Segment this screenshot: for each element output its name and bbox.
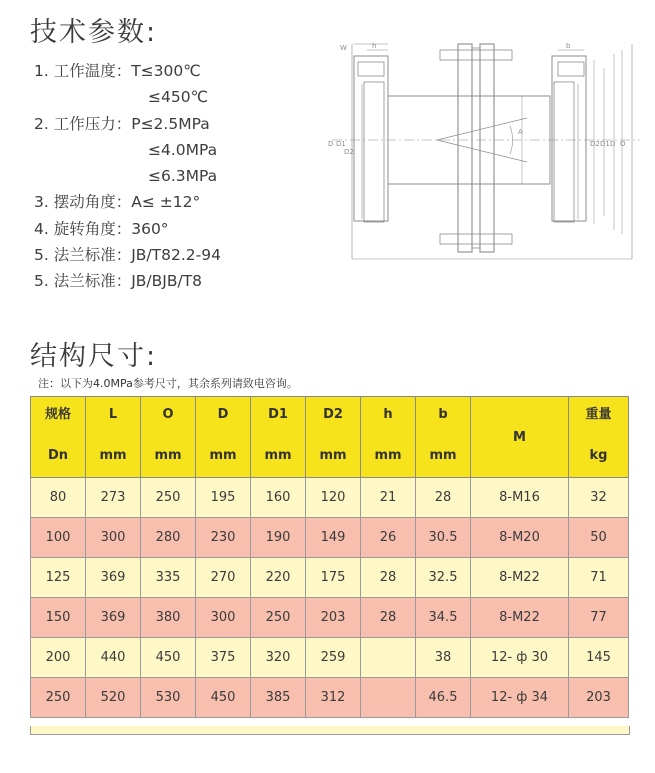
table-cell: 145 [569, 638, 629, 678]
table-cell: 120 [306, 478, 361, 518]
table-row [31, 558, 629, 598]
drawing-label-d1-left: D1 [336, 140, 346, 148]
joint-technical-drawing [322, 34, 642, 274]
spec-flange-standard-1: 5. 法兰标准：JB/T82.2-94 [34, 246, 221, 265]
table-cell: 375 [196, 638, 251, 678]
table-cell: 450 [196, 678, 251, 718]
spec-rotation-angle: 4. 旋转角度：360° [34, 219, 169, 238]
table-cell: 8-M22 [471, 558, 569, 598]
table-row [31, 638, 629, 678]
table-cell: 28 [416, 478, 471, 518]
table-cell: 335 [141, 558, 196, 598]
table-cell: 440 [86, 638, 141, 678]
table-cell: 369 [86, 558, 141, 598]
structure-dimensions-title: 结构尺寸: [30, 341, 158, 372]
table-cell: 8-M20 [471, 518, 569, 558]
drawing-label-d-left: D [328, 140, 334, 148]
table-cell: 28 [361, 558, 416, 598]
table-cell: 32.5 [416, 558, 471, 598]
drawing-label-d2-right: D2 [590, 140, 600, 148]
table-cell: 71 [569, 558, 629, 598]
table-cell: 300 [86, 518, 141, 558]
header-b: b mm [416, 397, 471, 478]
spec-pressure: 2. 工作压力：P≤2.5MPa [34, 114, 210, 133]
spec-pressure-alt2: ≤6.3MPa [148, 167, 218, 186]
table-row [31, 478, 629, 518]
table-cell: 259 [306, 638, 361, 678]
table-cell: 380 [141, 598, 196, 638]
drawing-label-angle-a: A [518, 128, 523, 136]
table-cell: 50 [569, 518, 629, 558]
drawing-label-d1-right: D1 [600, 140, 610, 148]
header-m: M [471, 397, 569, 478]
table-cell: 530 [141, 678, 196, 718]
table-cell: 385 [251, 678, 306, 718]
table-cell: 46.5 [416, 678, 471, 718]
table-cell: 320 [251, 638, 306, 678]
table-cell: 34.5 [416, 598, 471, 638]
table-cell: 230 [196, 518, 251, 558]
table-cell: 12- ф 34 [471, 678, 569, 718]
table-cell: 250 [31, 678, 86, 718]
header-l: L mm [86, 397, 141, 478]
drawing-label-d2-left: D2 [344, 148, 354, 156]
table-cell: 160 [251, 478, 306, 518]
spec-flange-standard-2: 5. 法兰标准：JB/BJB/T8 [34, 272, 203, 291]
header-d: D mm [196, 397, 251, 478]
table-cell: 150 [31, 598, 86, 638]
table-cell: 190 [251, 518, 306, 558]
table-row [31, 598, 629, 638]
drawing-label-b: b [566, 42, 571, 50]
table-cell: 100 [31, 518, 86, 558]
header-h: h mm [361, 397, 416, 478]
table-cell: 220 [251, 558, 306, 598]
drawing-label-h: h [372, 42, 377, 50]
table-cell [361, 638, 416, 678]
table-cell: 280 [141, 518, 196, 558]
table-cell: 8-M16 [471, 478, 569, 518]
table-cell: 312 [306, 678, 361, 718]
spec-pressure-alt1: ≤4.0MPa [148, 140, 218, 159]
dimensions-note: 注：以下为4.0MPa参考尺寸，其余系列请致电咨询。 [38, 377, 298, 390]
spec-list [34, 58, 221, 295]
table-cell: 30.5 [416, 518, 471, 558]
table-header-row [31, 397, 629, 478]
table-cell: 21 [361, 478, 416, 518]
table-cell: 38 [416, 638, 471, 678]
table-cell: 250 [141, 478, 196, 518]
table-cell: 26 [361, 518, 416, 558]
spec-swing-angle: 3. 摆动角度：A≤ ±12° [34, 193, 201, 212]
table-cell: 149 [306, 518, 361, 558]
table-cell: 270 [196, 558, 251, 598]
table-cell: 273 [86, 478, 141, 518]
table-row [31, 518, 629, 558]
technical-parameters-title: 技术参数: [30, 17, 158, 48]
table-cell: 450 [141, 638, 196, 678]
table-cell: 250 [251, 598, 306, 638]
spec-temperature: 1. 工作温度：T≤300℃ [34, 62, 201, 80]
header-o: O mm [141, 397, 196, 478]
table-cell: 200 [31, 638, 86, 678]
table-row [31, 678, 629, 718]
drawing-label-w: W [340, 44, 347, 52]
spec-temperature-alt: ≤450℃ [148, 88, 208, 107]
drawing-label-o: O [620, 140, 626, 148]
table-cell: 369 [86, 598, 141, 638]
table-bottom-band [30, 726, 630, 735]
table-cell: 520 [86, 678, 141, 718]
table-cell: 28 [361, 598, 416, 638]
header-d1: D1 mm [251, 397, 306, 478]
header-weight: 重量 kg [569, 397, 629, 478]
table-cell: 80 [31, 478, 86, 518]
table-cell [361, 678, 416, 718]
header-dn: 规格 Dn [31, 397, 86, 478]
table-cell: 203 [306, 598, 361, 638]
table-cell: 8-M22 [471, 598, 569, 638]
table-cell: 203 [569, 678, 629, 718]
table-cell: 195 [196, 478, 251, 518]
dimensions-table [30, 396, 629, 718]
header-d2: D2 mm [306, 397, 361, 478]
table-cell: 12- ф 30 [471, 638, 569, 678]
drawing-label-d-right: D [610, 140, 616, 148]
table-cell: 300 [196, 598, 251, 638]
table-cell: 175 [306, 558, 361, 598]
table-cell: 125 [31, 558, 86, 598]
table-cell: 77 [569, 598, 629, 638]
table-cell: 32 [569, 478, 629, 518]
